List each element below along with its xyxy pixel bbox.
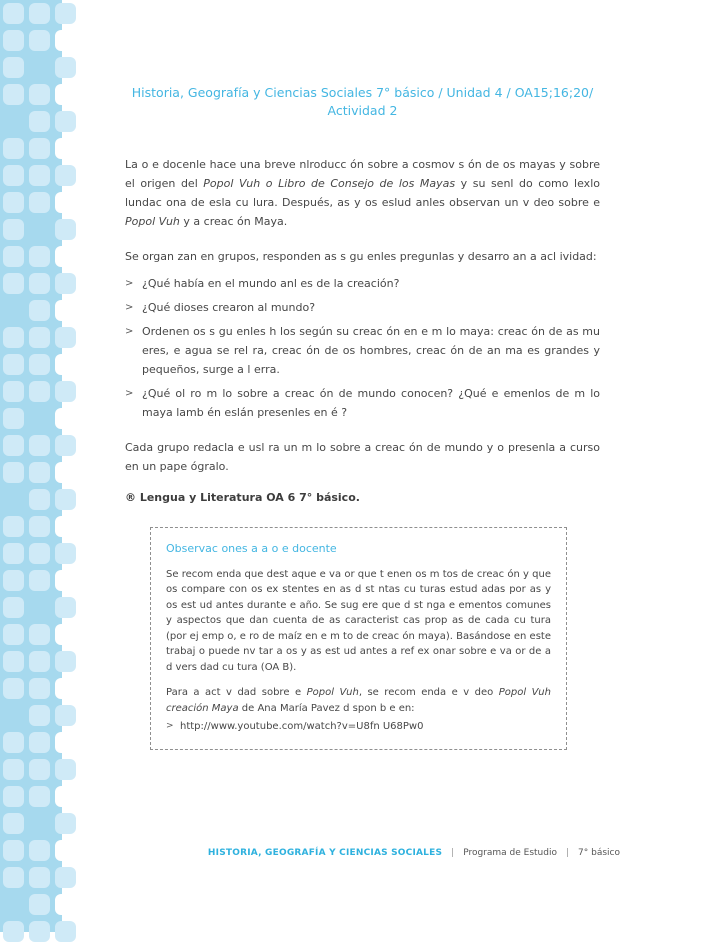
strip-square	[29, 678, 50, 699]
page-title-line1: Historia, Geografía y Ciencias Sociales 7° básico / Unidad 4 / OA15;16;20/	[131, 85, 594, 100]
strip-square	[55, 678, 76, 699]
observations-paragraph: Se recom enda que dest aque e va or que t enen os m tos de creac ón y que os compare con os ex stentes en as d st ntas cu turas estud adas por as y os est ud antes durante e año. Se sug ere que d st nga e ementos comunes y aspectos que dan cuenta de as caracterist cas prop as de cada cu tura (por ej emp o, e ro de maíz en e m to de creac ón maya). Basándose en este trabaj o puede nv tar a os y as est ud antes a ref ex onar sobre e va or de a d vers dad cu tura (OA B).	[166, 568, 551, 673]
strip-square	[55, 381, 76, 402]
italic-text-segment: Popol Vuh o Libro de Consejo de los Mayas	[203, 177, 456, 190]
strip-square	[3, 138, 24, 159]
strip-square	[55, 354, 76, 375]
closing-paragraph: Cada grupo redacla e usl ra un m lo sobre a creac ón de mundo y o presenla a curso en un pape ógralo.	[125, 441, 600, 473]
strip-square	[55, 759, 76, 780]
strip-square	[29, 759, 50, 780]
strip-square	[55, 192, 76, 213]
strip-square	[55, 516, 76, 537]
observations-box-title: Observac ones a a o e docente	[166, 542, 337, 555]
strip-square	[29, 462, 50, 483]
curriculum-reference: ® Lengua y Literatura OA 6 7° básico.	[125, 491, 360, 504]
strip-square	[55, 30, 76, 51]
strip-square	[29, 246, 50, 267]
strip-square	[29, 192, 50, 213]
strip-square	[3, 327, 24, 348]
strip-square	[3, 543, 24, 564]
instructions-paragraph: Se organ zan en grupos, responden as s gu enles pregunlas y desarro an a acl ividad:	[125, 250, 597, 263]
strip-square	[29, 435, 50, 456]
strip-square	[29, 705, 50, 726]
video-recommendation-paragraph	[166, 685, 551, 716]
bullet-arrow-icon: >	[125, 302, 134, 313]
strip-square	[55, 786, 76, 807]
intro-paragraph	[125, 155, 600, 231]
list-item	[125, 298, 600, 317]
question-list	[125, 274, 600, 422]
italic-text-segment: Popol Vuh	[125, 215, 180, 228]
strip-square	[3, 408, 24, 429]
strip-square	[29, 651, 50, 672]
strip-square	[55, 273, 76, 294]
strip-square	[29, 165, 50, 186]
strip-square	[3, 3, 24, 24]
page-title-line2: Actividad 2	[327, 103, 398, 118]
list-item	[125, 384, 600, 422]
strip-square	[3, 57, 24, 78]
strip-square	[55, 219, 76, 240]
strip-square	[55, 894, 76, 915]
strip-square	[29, 516, 50, 537]
strip-square	[3, 840, 24, 861]
strip-square	[3, 165, 24, 186]
strip-square	[55, 57, 76, 78]
text-segment: de Ana María Pavez d spon b e en:	[238, 702, 415, 714]
strip-square	[55, 3, 76, 24]
bullet-arrow-icon: >	[125, 388, 134, 399]
strip-square	[3, 84, 24, 105]
list-item	[125, 274, 600, 293]
strip-square	[55, 435, 76, 456]
strip-square	[55, 327, 76, 348]
footer-separator: |	[565, 848, 570, 858]
strip-square	[29, 867, 50, 888]
strip-square	[3, 30, 24, 51]
strip-square	[55, 597, 76, 618]
strip-square	[55, 543, 76, 564]
strip-square	[55, 570, 76, 591]
list-item-text: ¿Qué ol ro m lo sobre a creac ón de mundo conocen? ¿Qué e emenlos de m lo maya lamb én eslán presenles en é ?	[142, 387, 600, 419]
list-item-text: Ordenen os s gu enles h los según su creac ón en e m lo maya: creac ón de as mu eres, e agua se rel ra, creac ón de os hombres, creac ón de an ma es grandes y pequeños, surge a l erra.	[142, 325, 600, 376]
strip-square	[29, 111, 50, 132]
bullet-arrow-icon: >	[166, 721, 174, 731]
text-segment: y su senl do como lexlo lundac ona de esla cu lura. Después, as y os eslud anles observan un v deo sobre e	[125, 177, 600, 209]
strip-square	[3, 759, 24, 780]
strip-square	[29, 30, 50, 51]
page-footer	[125, 848, 620, 858]
strip-square	[3, 678, 24, 699]
italic-text-segment: Popol Vuh creación Maya	[166, 687, 551, 714]
text-segment: , se recom enda e v deo	[358, 687, 499, 698]
list-item	[125, 322, 600, 379]
footer-program-label: Programa de Estudio	[463, 848, 557, 858]
strip-square	[3, 597, 24, 618]
decorative-strip	[0, 0, 80, 932]
strip-square	[55, 84, 76, 105]
strip-square	[29, 327, 50, 348]
strip-square	[29, 138, 50, 159]
footer-subject-label: HISTORIA, GEOGRAFÍA Y CIENCIAS SOCIALES	[207, 848, 443, 858]
strip-square	[3, 516, 24, 537]
strip-square	[3, 570, 24, 591]
strip-square	[29, 489, 50, 510]
bullet-arrow-icon: >	[125, 326, 134, 337]
strip-square	[3, 192, 24, 213]
strip-square	[55, 867, 76, 888]
strip-square	[55, 840, 76, 861]
list-item-text: ¿Qué había en el mundo anl es de la creación?	[142, 277, 400, 290]
footer-grade-label: 7° básico	[578, 848, 620, 858]
strip-square	[55, 408, 76, 429]
strip-square	[55, 138, 76, 159]
italic-text-segment: Popol Vuh	[306, 687, 359, 698]
strip-square	[29, 570, 50, 591]
text-segment: y a creac ón Maya.	[179, 215, 288, 228]
strip-square	[3, 867, 24, 888]
strip-square	[29, 3, 50, 24]
strip-square	[29, 840, 50, 861]
strip-square	[55, 489, 76, 510]
bullet-arrow-icon: >	[125, 278, 134, 289]
strip-square	[3, 273, 24, 294]
strip-square	[3, 732, 24, 753]
strip-square	[55, 462, 76, 483]
strip-square	[3, 813, 24, 834]
text-segment: Para a act v dad sobre e	[166, 687, 307, 698]
strip-square	[29, 624, 50, 645]
list-item-text: ¿Qué dioses crearon al mundo?	[142, 301, 316, 314]
strip-square	[55, 813, 76, 834]
strip-square	[29, 84, 50, 105]
text-segment: La o e docenle hace una breve nlroducc ón sobre a cosmov s ón de os mayas y sobre el origen del	[125, 158, 600, 190]
strip-square	[55, 246, 76, 267]
main-content	[125, 155, 600, 750]
strip-square	[3, 462, 24, 483]
strip-square	[3, 246, 24, 267]
strip-square	[29, 273, 50, 294]
strip-square	[29, 543, 50, 564]
strip-square	[3, 624, 24, 645]
strip-square	[55, 111, 76, 132]
strip-square	[55, 651, 76, 672]
strip-square	[3, 219, 24, 240]
strip-square	[55, 624, 76, 645]
strip-square	[55, 705, 76, 726]
strip-square	[3, 354, 24, 375]
video-url-link[interactable]: http://www.youtube.com/watch?v=U8fn U68Pw0	[180, 721, 424, 732]
video-link-item	[166, 719, 551, 735]
strip-square	[3, 435, 24, 456]
strip-square	[29, 894, 50, 915]
strip-square	[55, 300, 76, 321]
footer-separator: |	[451, 848, 455, 858]
teacher-observations-box	[150, 527, 567, 750]
strip-square	[3, 651, 24, 672]
strip-square	[55, 732, 76, 753]
strip-square	[29, 381, 50, 402]
page-title	[125, 84, 600, 120]
strip-square	[3, 381, 24, 402]
strip-square	[29, 786, 50, 807]
strip-square	[29, 354, 50, 375]
strip-square	[3, 786, 24, 807]
strip-square	[55, 165, 76, 186]
strip-square	[29, 732, 50, 753]
strip-square	[29, 300, 50, 321]
